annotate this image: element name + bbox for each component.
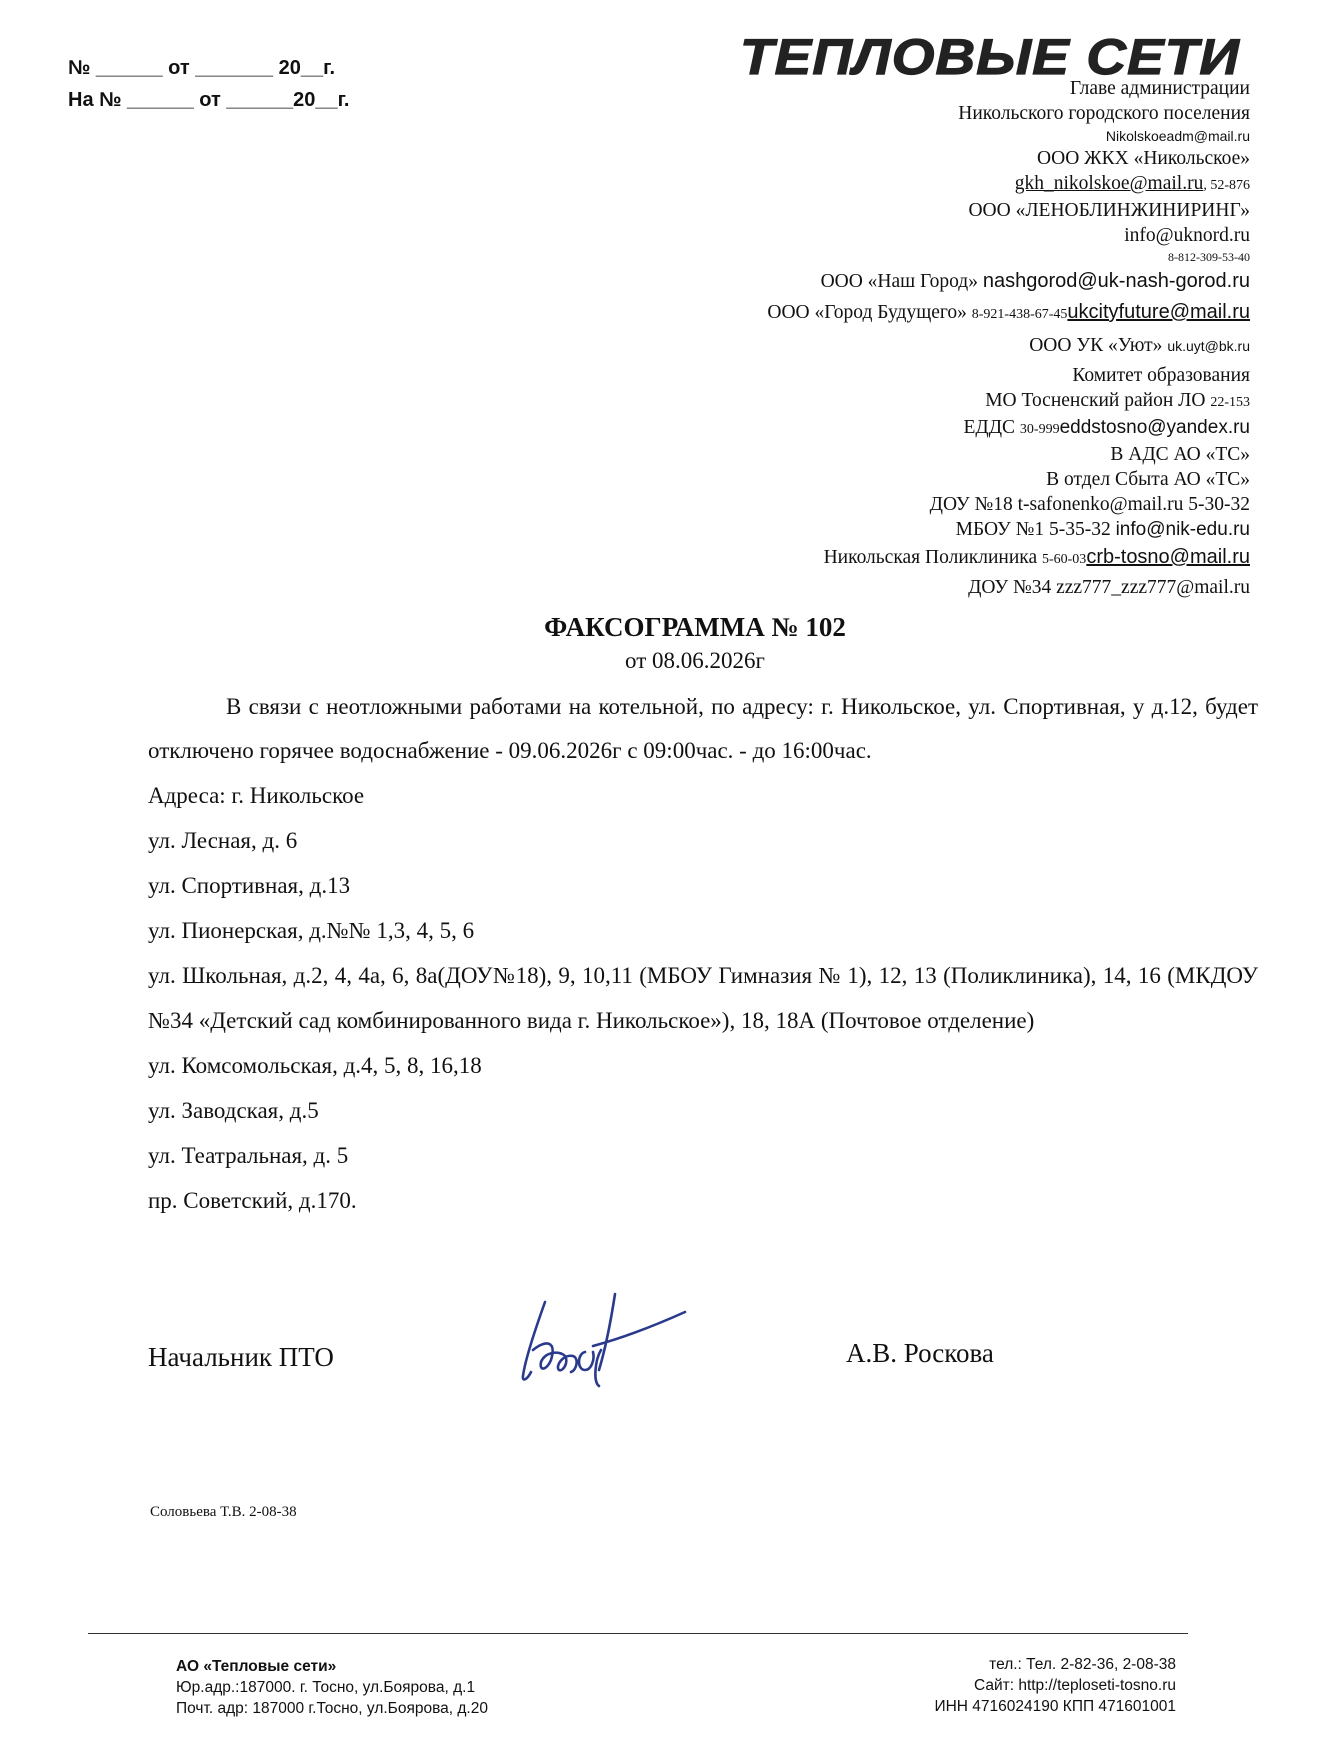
footer-legal-address: Юр.адр.:187000. г. Тосно, ул.Боярова, д.1 [176, 1679, 476, 1696]
outgoing-ref: № ______ от _______ 20__г. [68, 57, 336, 79]
recipient-line: В АДС АО «ТС» [1110, 444, 1250, 465]
address-item: пр. Советский, д.170. [148, 1188, 357, 1213]
addresses-header: Адреса: г. Никольское [148, 783, 365, 808]
address-item: ул. Комсомольская, д.4, 5, 8, 16,18 [148, 1053, 482, 1078]
address-item: ул. Театральная, д. 5 [148, 1143, 349, 1168]
recipient-line: Nikolskoeadm@mail.ru [1105, 128, 1250, 144]
signer-role: Начальник ПТО [148, 1342, 334, 1372]
recipient-line: ДОУ №18 t-safonenko@mail.ru 5-30-32 [929, 494, 1250, 515]
company-logo [732, 30, 1252, 82]
recipient-line: ЕДДС 30-999eddstosno@yandex.ru [963, 417, 1250, 438]
address-item: ул. Пионерская, д.№№ 1,3, 4, 5, 6 [148, 918, 475, 943]
document-date: от 08.06.2026г [625, 648, 765, 673]
recipient-line: МО Тосненский район ЛО 22-153 [985, 390, 1250, 411]
reference-numbers [68, 52, 349, 116]
document-body [148, 685, 1258, 1223]
recipient-line: ООО УК «Уют» uk.uyt@bk.ru [1029, 335, 1250, 356]
recipient-line: Никольская Поликлиника 5-60-03crb-tosno@mail.ru [823, 546, 1250, 568]
recipient-line: ДОУ №34 zzz777_zzz777@mail.ru [968, 577, 1250, 598]
address-item: ул. Лесная, д. 6 [148, 828, 298, 853]
recipient-line: info@uknord.ru [1124, 225, 1250, 246]
recipient-line: ООО ЖКХ «Никольское» [1037, 148, 1250, 169]
recipients-list [490, 76, 1250, 600]
recipient-line: ООО «Наш Город» nashgorod@uk-nash-gorod.ru [820, 270, 1250, 292]
handwritten-signature [515, 1290, 695, 1390]
recipient-line: Комитет образования [1072, 365, 1250, 386]
document-title: ФАКСОГРАММА № 102 [544, 612, 846, 642]
recipient-line: Главе администрации [1069, 78, 1250, 99]
address-item: ул. Заводская, д.5 [148, 1098, 319, 1123]
incoming-ref: На № ______ от ______20__г. [68, 89, 350, 111]
footer-contact-info [934, 1654, 1176, 1717]
footer-site: Сайт: http://teploseti-tosno.ru [973, 1677, 1176, 1694]
address-item: ул. Школьная, д.2, 4, 4а, 6, 8а(ДОУ№18), 9, 10,11 (МБОУ Гимназия № 1), 12, 13 (Поликлиника), 14, 16 (МКДОУ №34 «Детский сад комбинированного вида г. Никольское»), 18, 18А (Почтовое отделение) [148, 963, 1258, 1033]
recipient-line: ООО «ЛЕНОБЛИНЖИНИРИНГ» [968, 200, 1250, 221]
footer-company-name: АО «Тепловые сети» [176, 1658, 337, 1675]
executor-contact: Соловьева Т.В. 2-08-38 [150, 1504, 297, 1520]
recipient-line: Никольского городского поселения [958, 103, 1250, 124]
footer-phone: тел.: Тел. 2-82-36, 2-08-38 [989, 1656, 1176, 1673]
footer-inn: ИНН 4716024190 КПП 471601001 [934, 1698, 1176, 1715]
address-item: ул. Спортивная, д.13 [148, 873, 351, 898]
signer-name: А.В. Роскова [846, 1338, 994, 1368]
footer-company-info [176, 1656, 488, 1719]
notice-paragraph: В связи с неотложными работами на котельной, по адресу: г. Никольское, ул. Спортивная, у д.12, будет отключено горячее водоснабжение - 09.06.2026г с 09:00час. - до 16:00час. [148, 694, 1258, 763]
footer-divider [88, 1633, 1188, 1634]
logo-text: ТЕПЛОВЫЕ СЕТИ [740, 30, 1241, 82]
recipient-line: 8-812-309-53-40 [1168, 250, 1250, 264]
footer-postal-address: Почт. адр: 187000 г.Тосно, ул.Боярова, д.20 [176, 1700, 488, 1717]
recipient-line: В отдел Сбыта АО «ТС» [1046, 469, 1250, 490]
recipient-line: ООО «Город Будущего» 8-921-438-67-45ukcityfuture@mail.ru [767, 301, 1250, 323]
recipient-line: gkh_nikolskoe@mail.ru, 52-876 [1014, 173, 1250, 194]
recipient-line: МБОУ №1 5-35-32 info@nik-edu.ru [955, 519, 1250, 540]
